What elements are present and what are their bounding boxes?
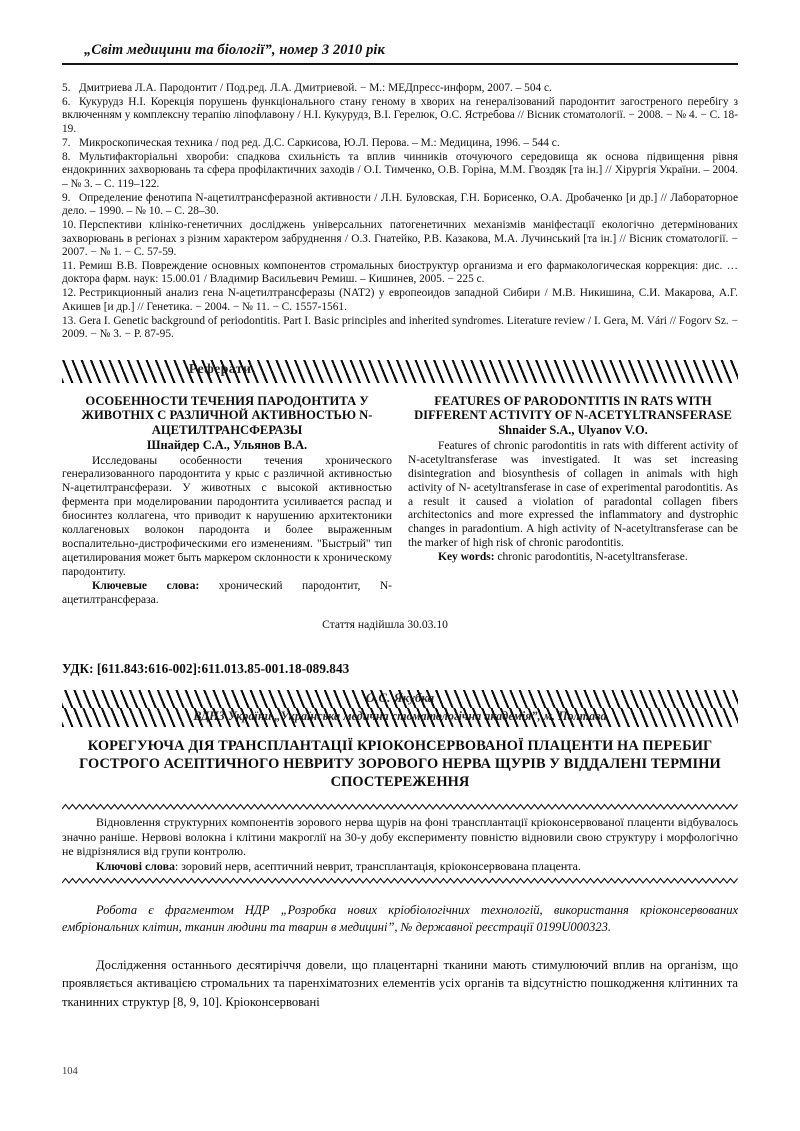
reference-number: 13. [62, 314, 77, 327]
reference-text: Кукурудз Н.І. Корекція порушень функціонального стану геному в хворих на генералізований пародонтит загостреного перебігу з включенням у комплексну терапію ліпофлавону / Н.І. Кукурудз, В.І. Герелюк, О.С. Ястребова // Вісник стоматології. − 2008. − № 4. − С. 18-19. [62, 95, 738, 135]
reference-text: Рестрикционный анализ гена N-ацетилтрансферазы (NAT2) у европеоидов западной Сибири / М.В. Никишина, С.И. Макарова, А.Г. Акишев [и др.] // Генетика. − 2004. − № 11. − С. 1557-1561. [62, 287, 738, 313]
reference-item [62, 260, 738, 287]
abstract-keywords-en [408, 551, 738, 565]
article-abstract: Відновлення структурних компонентів зорового нерва щурів на фоні трансплантації кріоконсервованої плаценти відбувалось значно раніше. Нервові волокна і клітини макроглії на 30-у добу експерименту повністю відновили свою структуру і морфологічно не відрізнялися від групи контролю. [62, 815, 738, 859]
abstract-body-ru: Исследованы особенности течения хронического генерализованного пародонтита у крыс с различной активностью N-ацетилтрансферази. У животных с высокой активностью фермента при моделировании пародонтита усиливается распад и биосинтез коллагена, что приводит к нарушению архитектоники коллагеновых волокон пародонта и более выраженным воспалительно-дистрофическими его изменениям. "Быстрый" тип ацетилирования может быть маркером склонности к хроническому пародонтиту. [62, 454, 392, 578]
redacted-affiliation-band [62, 708, 738, 727]
wavy-divider-top [62, 803, 738, 812]
abstract-keywords-text-en: chronic parodontitis, N-acetyltransferase. [497, 551, 688, 564]
abstract-authors-en: Shnaider S.A., Ulyanov V.O. [498, 422, 648, 437]
reference-text: Дмитриева Л.А. Пародонтит / Под.ред. Л.А. Дмитриевой. − М.: МЕДпресс-информ, 2007. – 504 с. [79, 82, 552, 94]
redacted-author-band [62, 690, 738, 708]
abstract-column-en [408, 394, 738, 608]
reference-number: 7. [62, 136, 71, 149]
page-number: 104 [62, 1066, 78, 1077]
article-keywords [62, 859, 738, 874]
redacted-affiliation-text: ВДНЗ України „Українська медична стоматологічна академія”, м. Полтава [193, 708, 607, 723]
abstract-title-en: FEATURES OF PARODONTITIS IN RATS WITH DIFFERENT ACTIVITY OF N-ACETYLTRANSFERASE [414, 393, 732, 423]
reference-text: Ремиш В.В. Повреждение основных компонентов стромальных биоструктур организма и его фармакологическая коррекция: дис. … доктора фарм. наук: 15.00.01 / Владимир Васильевич Ремиш. – Кишинев, 2005. − 225 с. [62, 259, 738, 286]
reference-item [62, 96, 738, 137]
reference-item [62, 151, 738, 192]
reference-item [62, 137, 738, 151]
redacted-section-heading-text: Реферати [188, 361, 252, 377]
redacted-author-text: О.С. Якубка [365, 689, 435, 705]
abstract-title-ru: ОСОБЕННОСТИ ТЕЧЕНИЯ ПАРОДОНТИТА У ЖИВОТНІХ С РАЗЛИЧНОЙ АКТИВНОСТЬЮ N-АЦЕТИЛТРАНСФЕРАЗЫ [81, 393, 373, 437]
running-head: „Світ медицини та біології”, номер 3 2010 рік [84, 42, 385, 58]
article-keywords-text: : зоровий нерв, асептичний неврит, трансплантація, кріоконсервована плацента. [174, 858, 581, 873]
reference-item [62, 287, 738, 314]
wavy-divider-bottom [62, 877, 738, 886]
reference-number: 8. [62, 150, 71, 163]
reference-number: 9. [62, 191, 71, 204]
reference-text: Перспективи клініко-генетичних досліджень універсальних патогенетичних механізмів маніфестації екологічно детермінованих захворювань в регіонах з різним характером забруднення / О.З. Гнатейко, Р.В. Казакова, М.А. Лучинський [та ін.] // Вісник стоматології. − 2007. − № 1. − С. 57-59. [62, 218, 738, 259]
reference-item [62, 82, 738, 96]
article-title: КОРЕГУЮЧА ДІЯ ТРАНСПЛАНТАЦІЇ КРІОКОНСЕРВОВАНОЇ ПЛАЦЕНТИ НА ПЕРЕБИГ ГОСТРОГО АСЕПТИЧНОГО НЕВРИТУ ЗОРОВОГО НЕРВА ЩУРІВ У ВІДДАЛЕНІ ТЕРМІНИ СПОСТЕРЕЖЕННЯ [79, 737, 721, 790]
reference-text: Микроскопическая техника / под ред. Д.С. Саркисова, Ю.Л. Перова. – М.: Медицина, 1996. – 544 с. [79, 136, 560, 149]
reference-item [62, 315, 738, 342]
funding-note: Робота є фрагментом НДР „Розробка нових кріобіологічних технологій, використання кріоконсервованих ембріональних клітин, тканин людини та тварин в медицині”, № державної реєстрації 0199U000323. [62, 902, 738, 935]
reference-text: Мультифакторіальні хвороби: спадкова схильність та вплив чинників оточуючого середовища як основа підвищення рівня ендокринних захворювань та сфера профілактичних заходів / О.І. Тимченко, О.В. Горіна, М.М. Гвоздяк [та ін.] // Хірургія України. – 2004. – № 3. – С. 119–122. [62, 150, 738, 190]
submission-date: Стаття надійшла 30.03.10 [322, 617, 448, 631]
abstract-body-en: Features of chronic parodontitis in rats with different activity of N-acetyltransferase was investigated. It was set increasing disintegration and biosynthesis of collagen in animals with high activity of N- acetyltransferase in case of experimental parodontitis. As a result it caused a violation of paradontal collagen fibers architectonics and more expressed the inflammatory and dystrophic changes in paradontium. A high activity of N-acetyltransferase can be the marker of high risk of chronic parodontitis. [408, 439, 738, 550]
article-body-paragraph: Дослідження останнього десятиріччя довели, що плацентарні тканини мають стимулюючий вплив на організм, що проявляється активацією стромальних та паренхіматозних елементів усіх органів та відсутністю пошкодження клітинних та тканинних структур [8, 9, 10]. Кріоконсервовані [62, 957, 738, 1009]
reference-number: 5. [62, 82, 71, 94]
abstract-keywords-text-ru: хронический пародонтит, N-ацетилтрансфераза. [62, 579, 392, 606]
page-content [62, 42, 738, 1011]
reference-item [62, 192, 738, 219]
header-rule [62, 63, 738, 65]
abstract-keywords-label-ru: Ключевые слова: [92, 579, 200, 592]
reference-text: Определение фенотипа N-ацетилтрансферазной активности / Л.Н. Буловская, Г.Н. Борисенко, О.А. Дробаченко [и др.] // Лабораторное дело. – 1990. – № 10. – С. 28–30. [62, 191, 738, 218]
abstract-column-ru [62, 394, 392, 608]
reference-number: 11. [62, 259, 76, 272]
bilingual-abstract-block [62, 394, 738, 608]
reference-item [62, 219, 738, 260]
abstract-keywords-ru [62, 580, 392, 608]
udc-code: УДК: [611.843:616-002]:611.013.85-001.18-089.843 [62, 660, 350, 676]
article-keywords-label: Ключові слова [96, 858, 175, 873]
reference-number: 12. [62, 287, 77, 300]
abstract-keywords-label-en: Key words: [438, 551, 495, 564]
reference-number: 6. [62, 95, 71, 108]
abstract-authors-ru: Шнайдер С.А., Ульянов В.А. [146, 437, 308, 452]
reference-text: Gera I. Genetic background of periodontitis. Part I. Basic principles and inherited syndromes. Literature review / I. Gera, M. Vári // Fogorv Sz. − 2009. − № 3. − P. 87-95. [62, 314, 738, 341]
reference-list [62, 82, 738, 342]
reference-number: 10. [62, 218, 77, 231]
redacted-section-heading-band [62, 360, 738, 383]
